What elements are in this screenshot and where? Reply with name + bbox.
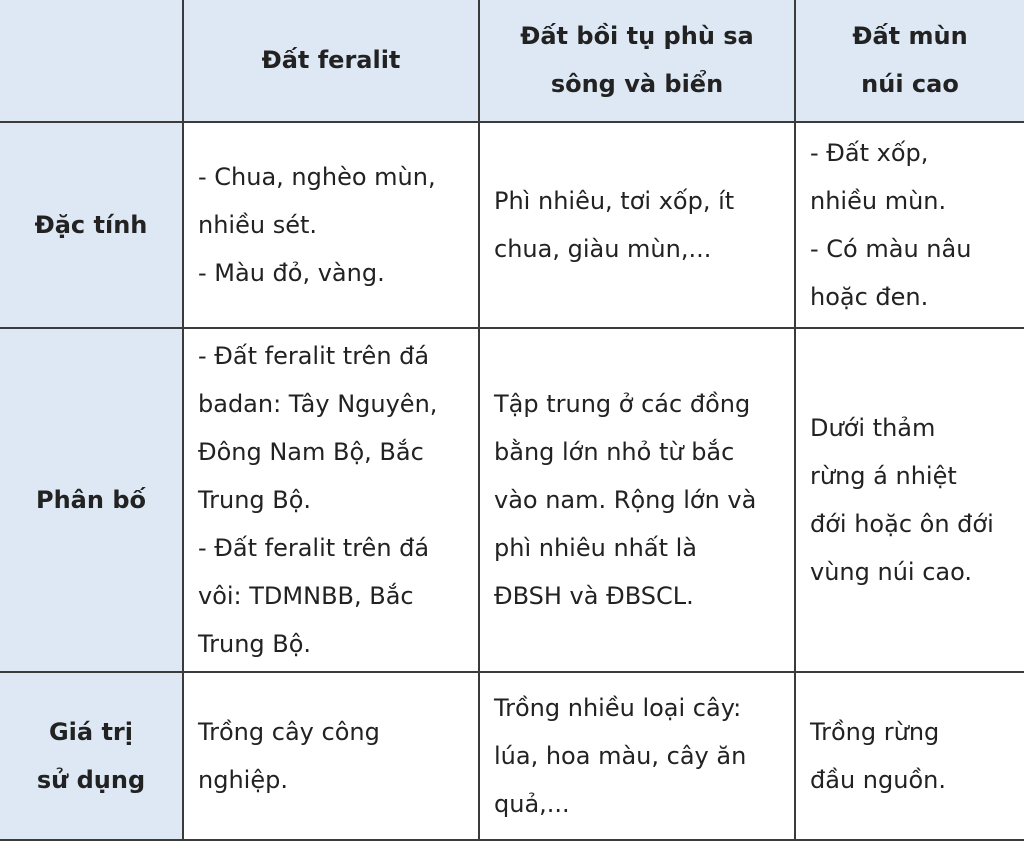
cell-line: quả,... [494,790,570,818]
row-header-distribution [0,328,183,672]
cell-line: bằng lớn nhỏ từ bắc [494,438,735,466]
row-header-line: Giá trị [48,718,133,746]
cell-line: Tập trung ở các đồng [494,390,751,418]
row-header-line: Đặc tính [34,211,148,239]
table-header-row [0,0,1024,122]
table-cell [183,328,479,672]
cell-line: - Có màu nâu [810,235,972,263]
row-header-line: Phân bố [36,486,146,514]
column-header-alluvial [479,0,795,122]
cell-line: Trồng cây công [198,718,380,746]
cell-line: vôi: TDMNBB, Bắc [198,582,414,610]
cell-line: nhiều mùn. [810,187,947,215]
table-cell [479,122,795,328]
row-header-characteristics [0,122,183,328]
column-header-line: Đất bồi tụ phù sa [520,21,754,50]
column-header-feralit [183,0,479,122]
row-header-usage-value [0,672,183,840]
cell-line: lúa, hoa màu, cây ăn [494,742,747,770]
cell-line: vùng núi cao. [810,558,972,586]
table-cell [795,122,1024,328]
column-header-line: sông và biển [550,69,724,98]
cell-line: Trung Bộ. [198,630,312,658]
cell-line: đầu nguồn. [810,766,946,794]
cell-line: - Đất feralit trên đá [198,534,430,562]
cell-line: nhiều sét. [198,211,318,239]
cell-line: - Đất feralit trên đá [198,342,430,370]
table-cell [795,672,1024,840]
table-row [0,328,1024,672]
cell-line: - Đất xốp, [810,139,929,167]
row-header-line: sử dụng [36,766,146,794]
table-cell [183,122,479,328]
cell-line: phì nhiêu nhất là [494,534,697,562]
cell-line: chua, giàu mùn,... [494,235,712,263]
cell-line: - Chua, nghèo mùn, [198,163,436,191]
cell-line: Phì nhiêu, tơi xốp, ít [494,187,735,215]
table-cell [479,672,795,840]
cell-line: Trồng nhiều loại cây: [494,694,742,722]
cell-line: ĐBSH và ĐBSCL. [494,582,694,610]
table-cell [183,672,479,840]
column-header-humus [795,0,1024,122]
cell-line: rừng á nhiệt [810,462,957,490]
corner-cell [0,0,183,122]
column-header-line: Đất mùn [852,21,968,50]
cell-line: Đông Nam Bộ, Bắc [198,438,424,466]
table-cell [479,328,795,672]
cell-line: Trung Bộ. [198,486,312,514]
table-row [0,672,1024,840]
table-cell [795,328,1024,672]
cell-line: vào nam. Rộng lớn và [494,486,757,514]
column-header-line: núi cao [861,69,959,98]
column-header-line: Đất feralit [261,45,401,74]
cell-line: Trồng rừng [810,718,940,746]
table-row [0,122,1024,328]
cell-line: hoặc đen. [810,283,929,311]
cell-line: đới hoặc ôn đới [810,510,994,538]
cell-line: - Màu đỏ, vàng. [198,259,385,287]
cell-line: badan: Tây Nguyên, [198,390,438,418]
cell-line: nghiệp. [198,766,288,794]
cell-line: Dưới thảm [810,414,936,442]
